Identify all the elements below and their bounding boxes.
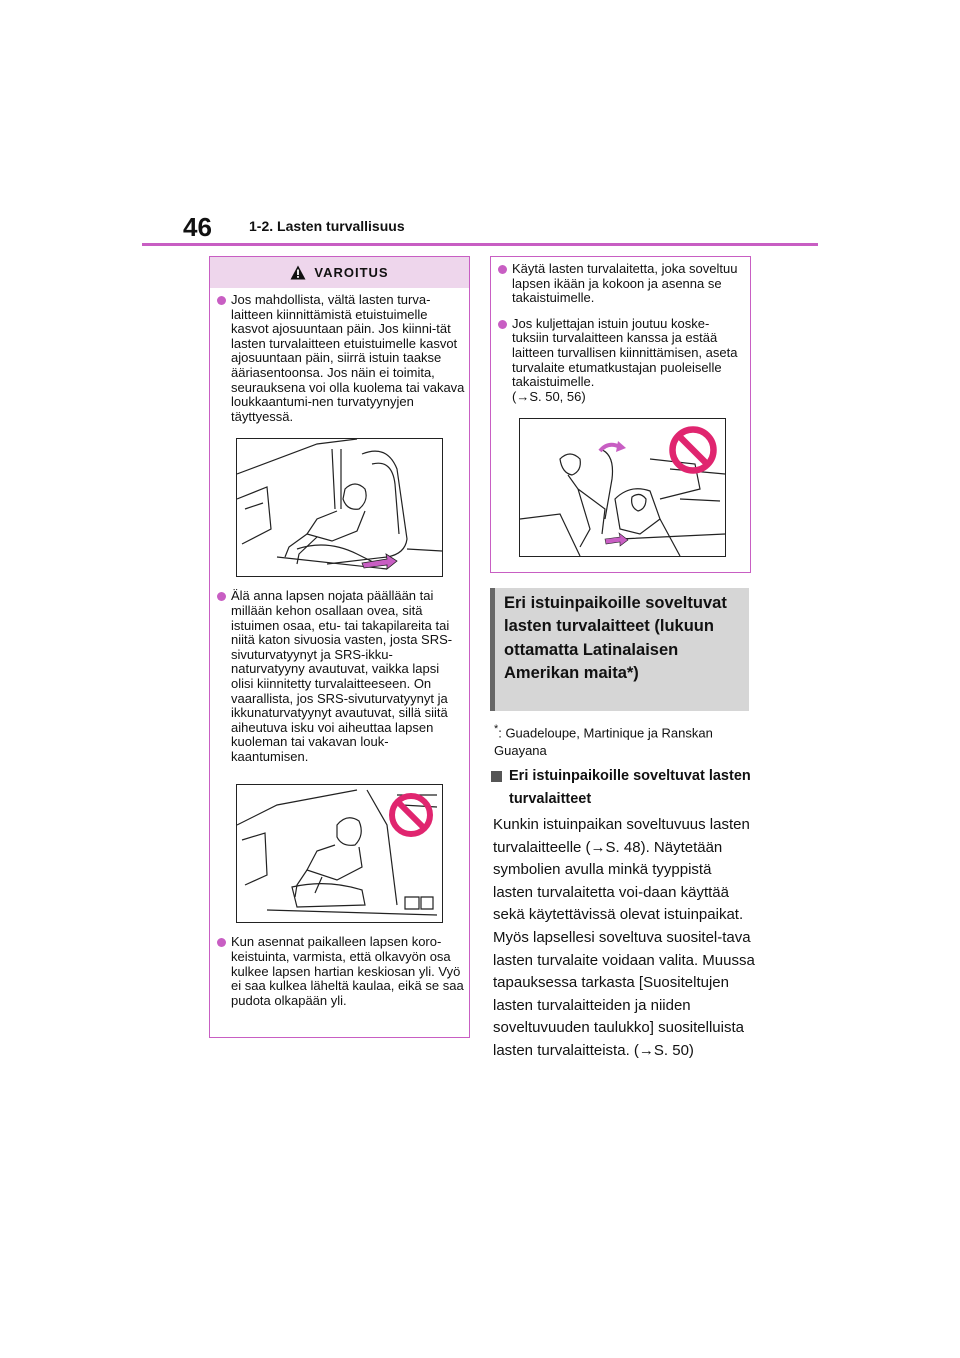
warning-title: VAROITUS <box>314 265 389 280</box>
right-item-1-text: Käytä lasten turvalaitetta, joka soveltuu lapsen ikään ja kokoon ja asenna se takaistuimelle. <box>512 261 738 306</box>
bullet-icon <box>498 320 507 329</box>
warning-box <box>209 256 470 1038</box>
footnote <box>494 720 754 760</box>
section-title: 1-2. Lasten turvallisuus <box>249 218 405 234</box>
right-item-1 <box>494 262 746 306</box>
warning-item-3-text: Kun asennat paikalleen lapsen koro-keistuinta, varmista, että olkavyön osa kulkee lapsen hartian keskiosan yli. Vyö ei saa kulkea läheltä kaulaa, eikä se saa pudota olkapään yli. <box>231 934 464 1008</box>
illustration-forward-facing-child-seat <box>236 438 443 577</box>
right-item-2-text: Jos kuljettajan istuin joutuu koske-tuksiin turvalaitteen kanssa ja estää laitteen turvallisen kiinnittämisen, aseta turvalaite etumatkustajan puoleiselle takaistuimelle. <box>512 315 738 390</box>
bullet-icon <box>217 938 226 947</box>
square-bullet-icon <box>491 771 502 782</box>
illustration-driver-seat-conflict <box>519 418 726 557</box>
bullet-icon <box>217 592 226 601</box>
body-text <box>493 814 755 1063</box>
subheading <box>491 765 751 811</box>
prohibition-icon <box>668 425 718 475</box>
page-number: 46 <box>183 212 212 242</box>
subheading-text: Eri istuinpaikoille soveltuvat lasten turvalaitteet <box>509 768 751 807</box>
bullet-icon <box>498 265 507 274</box>
footnote-text: : Guadeloupe, Martinique ja Ranskan Guayana <box>494 725 713 759</box>
right-item-2-ref: (→S. 50, 56) <box>512 388 586 404</box>
child-seat-drawing <box>237 439 442 576</box>
bullet-icon <box>217 296 226 305</box>
illustration-booster-seat <box>236 784 443 923</box>
body-paragraph-1: Kunkin istuinpaikan soveltuvuus lasten turvalaitteelle (→S. 48). Näytetään symbolien avulla minkä tyyppistä lasten turvalaitetta voi-daan käyttää sekä käytettävissä olevat istuinpaikat. <box>493 816 750 924</box>
prohibition-icon <box>388 792 434 838</box>
warning-triangle-icon <box>290 265 306 280</box>
warning-header <box>210 257 469 288</box>
warning-item-1 <box>213 293 465 424</box>
header-divider <box>142 243 818 246</box>
right-item-2 <box>494 317 746 405</box>
warning-item-2 <box>213 589 465 764</box>
warning-item-3 <box>213 935 465 1008</box>
footnote-mark: * <box>494 723 499 735</box>
section-heading: Eri istuinpaikoille soveltuvat lasten turvalaitteet (lukuun ottamatta Latinalaisen Amerikan maita*) <box>490 588 749 711</box>
body-paragraph-2: Myös lapsellesi soveltuva suositel-tava lasten turvalaite voidaan valita. Muussa tapauksessa tarkasta [Suositeltujen lasten turvalaitteiden ja niiden soveltuvuuden taulukko] suositelluista lasten turvalaitteista. (→S. 50) <box>493 928 755 1059</box>
warning-item-2-text: Älä anna lapsen nojata päällään tai millään kehon osallaan ovea, sitä istuimen osaa, etu- tai takapilareita tai niitä katon sivuosia vasten, josta SRS-sivuturvatyynyt ja SRS-ikku-naturvatyyny avautuvat, vaikka lapsi olisi kiinnitetty turvalaitteeseen. On vaarallista, jos SRS-sivuturvatyynyt ja ikkunaturvatyynyt avautuvat, sillä siitä aiheutuva isku voi aiheuttaa lapsen kuoleman tai vakavan louk-kaantumisen. <box>231 588 453 764</box>
warning-item-1-text: Jos mahdollista, vältä lasten turva-laitteen kiinnittämistä etuistuimelle kasvot ajosuuntaan päin. Jos kiinni-tät lasten turvalaitteen etuistuimelle kasvot ajosuuntaan päin, siirrä istuin taakse ääriasentoonsa. Jos näin ei toimita, seurauksena voi olla kuolema tai vakava loukkaantumi-nen turvatyynyjen täyttyessä. <box>231 292 465 424</box>
warning-continuation-box <box>490 256 751 573</box>
